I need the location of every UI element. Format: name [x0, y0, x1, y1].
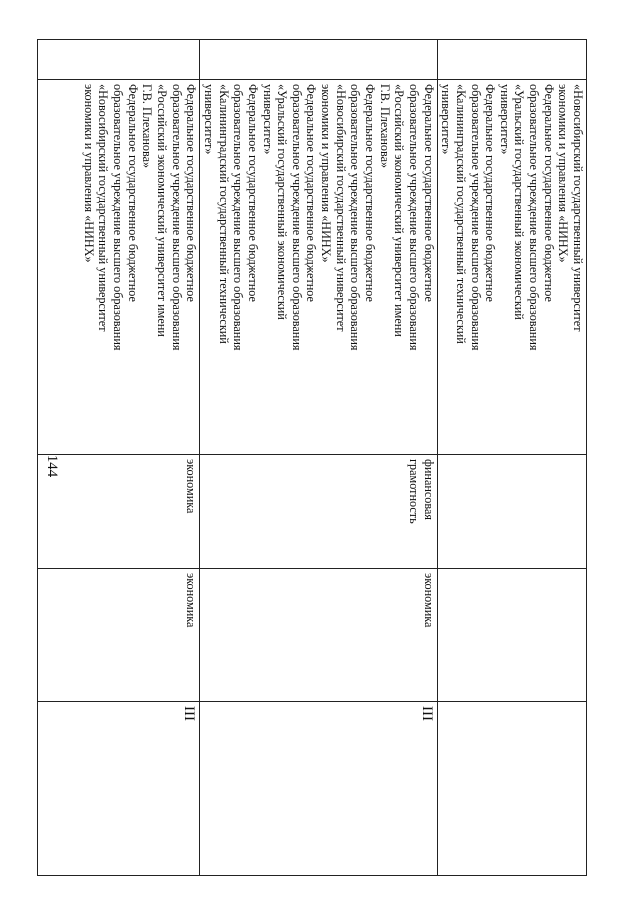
institution-line: образовательное учреждение высшего образования	[468, 84, 483, 351]
institution-line: экономики и управления «НИНХ»	[319, 84, 334, 263]
subject-cell	[437, 455, 586, 569]
institution-line: образовательное учреждение высшего образования	[348, 84, 363, 351]
institutions-cell	[38, 80, 200, 455]
institution-line: университет»	[260, 84, 275, 155]
institutions-cell	[437, 80, 586, 455]
profile-cell	[437, 569, 586, 702]
institution-line: «Новосибирский государственный университет	[571, 84, 585, 332]
institution-line: «Калининградский государственный технический	[216, 84, 231, 344]
institution-line: университет»	[497, 84, 512, 155]
subject-cell: финансовая грамотность	[200, 455, 437, 569]
institution-line: «Новосибирский государственный университет	[96, 84, 111, 332]
institution-line: образовательное учреждение высшего образования	[527, 84, 542, 351]
rotated-document	[74, 39, 587, 875]
institution-line: «Российский экономический университет имени	[392, 84, 407, 337]
institution-line: Федеральное государственное бюджетное	[421, 84, 436, 302]
row-number-cell	[437, 40, 586, 80]
institution-line: Федеральное государственное бюджетное	[483, 84, 498, 302]
level-cell	[437, 702, 586, 876]
profile-cell: экономика	[200, 569, 437, 702]
institution-line: Федеральное государственное бюджетное	[245, 84, 260, 302]
institution-line: экономики и управления «НИНХ»	[556, 84, 571, 263]
institution-line: образовательное учреждение высшего образования	[169, 84, 184, 351]
page-number: 144	[44, 454, 60, 478]
institution-line: Федеральное государственное бюджетное	[363, 84, 378, 302]
institution-line: Г.В. Плеханова»	[377, 84, 392, 169]
institution-line: университет»	[439, 84, 454, 155]
institution-line: Федеральное государственное бюджетное	[541, 84, 556, 302]
institution-line: Федеральное государственное бюджетное	[184, 84, 199, 302]
institution-line: «Калининградский государственный технический	[453, 84, 468, 344]
institution-line: Федеральное государственное бюджетное	[304, 84, 319, 302]
olympiad-table	[37, 39, 587, 876]
level-cell: III	[200, 702, 437, 876]
institution-line: экономики и управления «НИНХ»	[81, 84, 96, 263]
row-number-cell	[38, 40, 200, 80]
table-row	[200, 40, 437, 876]
institution-line: Федеральное государственное бюджетное	[125, 84, 140, 302]
institution-line: образовательное учреждение высшего образования	[289, 84, 304, 351]
table-row	[437, 40, 586, 876]
table-row	[38, 40, 200, 876]
subject-cell: экономика	[38, 455, 200, 569]
institution-line: «Новосибирский государственный университет	[333, 84, 348, 332]
row-number-cell	[200, 40, 437, 80]
institution-line: университет»	[201, 84, 216, 155]
institution-line: образовательное учреждение высшего образования	[231, 84, 246, 351]
institution-line: «Российский экономический университет имени	[155, 84, 170, 337]
institution-line: «Уральский государственный экономический	[512, 84, 527, 320]
institution-line: образовательное учреждение высшего образования	[111, 84, 126, 351]
institutions-cell	[200, 80, 437, 455]
institution-line: «Уральский государственный экономический	[275, 84, 290, 320]
institution-line: Г.В. Плеханова»	[140, 84, 155, 169]
institution-line: образовательное учреждение высшего образования	[406, 84, 421, 351]
level-cell: III	[38, 702, 200, 876]
profile-cell: экономика	[38, 569, 200, 702]
